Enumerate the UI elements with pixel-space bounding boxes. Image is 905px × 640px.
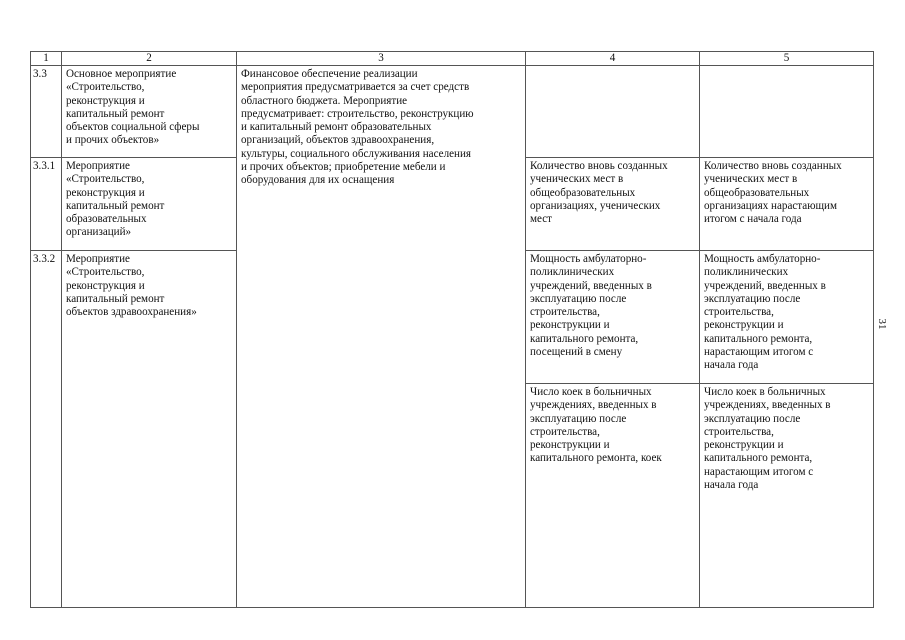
measure-name: Основное мероприятие «Строительство, реконструкция и капитальный ремонт объектов социальной сферы и прочих объектов» — [62, 66, 237, 158]
row-number: 3.3.2 — [31, 251, 62, 608]
indicator-cell — [526, 66, 700, 158]
table-row — [31, 66, 874, 158]
indicator-cumulative-cell: Число коек в больничных учреждениях, введенных в эксплуатацию после строительства, реконструкции и капитального ремонта, нарастающим итогом с начала года — [700, 384, 874, 608]
header-col-3: 3 — [237, 52, 526, 66]
measure-name: Мероприятие «Строительство, реконструкция и капитальный ремонт объектов здравоохранения» — [62, 251, 237, 608]
page-number: 31 — [876, 318, 888, 330]
row-number: 3.3 — [31, 66, 62, 158]
header-col-1: 1 — [31, 52, 62, 66]
indicator-cumulative-cell: Мощность амбулаторно- поликлинических учреждений, введенных в эксплуатацию после строительства, реконструкции и капитального ремонта, нарастающим итогом с начала года — [700, 251, 874, 384]
indicator-cell: Мощность амбулаторно- поликлинических учреждений, введенных в эксплуатацию после строительства, реконструкции и капитального ремонта, посещений в смену — [526, 251, 700, 384]
indicator-cumulative-cell — [700, 66, 874, 158]
indicator-cell: Количество вновь созданных ученических мест в общеобразовательных организациях, ученических мест — [526, 158, 700, 251]
measures-table — [30, 51, 874, 608]
header-col-5: 5 — [700, 52, 874, 66]
row-number: 3.3.1 — [31, 158, 62, 251]
header-col-4: 4 — [526, 52, 700, 66]
table-header-row — [31, 52, 874, 66]
financing-description: Финансовое обеспечение реализации мероприятия предусматривается за счет средств областного бюджета. Мероприятие предусматривает: строительство, реконструкцию и капитальный ремонт образовательных организаций, объектов здравоохранения, культуры, социального обслуживания населения и прочих объектов; приобретение мебели и оборудования для их оснащения — [237, 66, 526, 608]
measure-name: Мероприятие «Строительство, реконструкция и капитальный ремонт образовательных организаций» — [62, 158, 237, 251]
header-col-2: 2 — [62, 52, 237, 66]
indicator-cell: Число коек в больничных учреждениях, введенных в эксплуатацию после строительства, реконструкции и капитального ремонта, коек — [526, 384, 700, 608]
indicator-cumulative-cell: Количество вновь созданных ученических мест в общеобразовательных организациях нарастающим итогом с начала года — [700, 158, 874, 251]
